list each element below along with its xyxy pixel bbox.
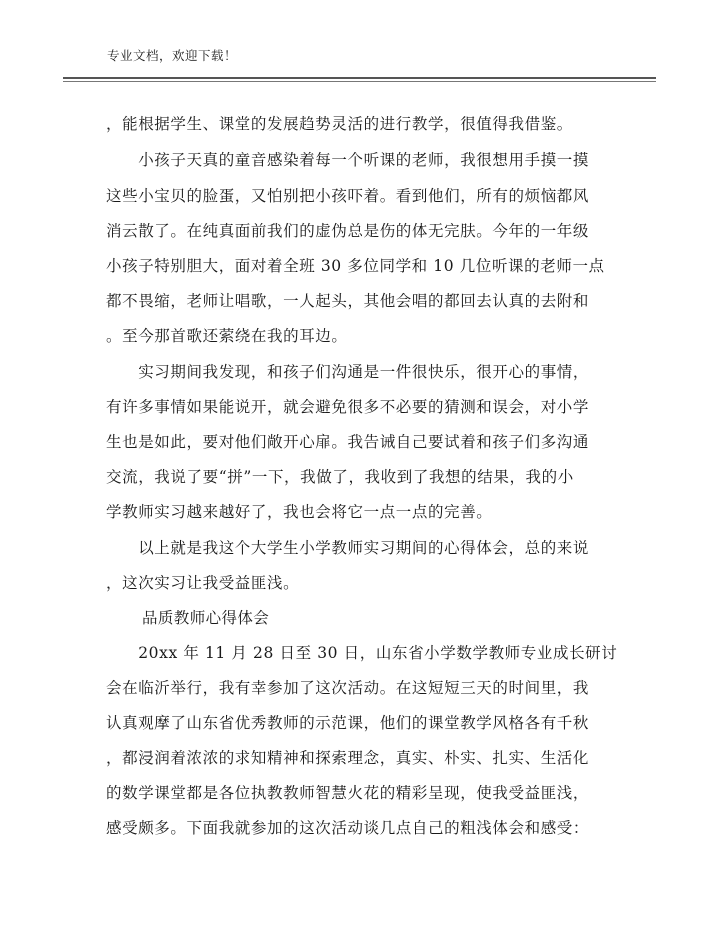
text-line: 小孩子特别胆大，面对着全班 30 多位同学和 10 几位听课的老师一点: [106, 257, 605, 275]
text-line: 认真观摩了山东省优秀教师的示范课，他们的课堂教学风格各有千秋: [106, 714, 590, 732]
text-line: 。至今那首歌还萦绕在我的耳边。: [106, 327, 348, 345]
text-line: 会在临沂举行，我有幸参加了这次活动。在这短短三天的时间里，我: [106, 679, 590, 697]
text-line: ，这次实习让我受益匪浅。: [106, 574, 300, 592]
text-line: 20xx 年 11 月 28 日至 30 日，山东省小学数学教师专业成长研讨: [106, 644, 618, 662]
header-rule-thick: [63, 77, 656, 79]
text-line: 交流，我说了要“拼”一下，我做了，我收到了我想的结果，我的小: [106, 468, 574, 486]
text-line: ，都浸润着浓浓的求知精神和探索理念，真实、朴实、扎实、生活化: [106, 749, 590, 767]
header-text: 专业文档，欢迎下载！: [107, 48, 238, 63]
text-line: 以上就是我这个大学生小学教师实习期间的心得体会，总的来说: [106, 539, 590, 557]
text-line: 的数学课堂都是各位执教教师智慧火花的精彩呈现，使我受益匪浅，: [106, 784, 590, 802]
text-line: 消云散了。在纯真面前我们的虚伪总是伤的体无完肤。今年的一年级: [106, 222, 590, 240]
text-line: 感受颇多。下面我就参加的这次活动谈几点自己的粗浅体会和感受：: [106, 819, 590, 837]
text-line: 学教师实习越来越好了，我也会将它一点一点的完善。: [106, 503, 493, 521]
text-line: 小孩子天真的童音感染着每一个听课的老师，我很想用手摸一摸: [106, 151, 590, 169]
text-line: ，能根据学生、课堂的发展趋势灵活的进行教学，很值得我借鉴。: [106, 115, 573, 133]
text-line: 实习期间我发现，和孩子们沟通是一件很快乐，很开心的事情，: [106, 363, 590, 381]
text-line: 生也是如此，要对他们敞开心扉。我告诫自己要试着和孩子们多沟通: [106, 433, 590, 451]
header-rule-thin: [63, 81, 656, 82]
text-line: 有许多事情如果能说开，就会避免很多不必要的猜测和误会，对小学: [106, 398, 590, 416]
text-line: 这些小宝贝的脸蛋，又怕别把小孩吓着。看到他们，所有的烦恼都风: [106, 187, 590, 205]
section-heading: 品质教师心得体会: [142, 609, 270, 627]
text-line: 都不畏缩，老师让唱歌，一人起头，其他会唱的都回去认真的去附和: [106, 292, 590, 310]
